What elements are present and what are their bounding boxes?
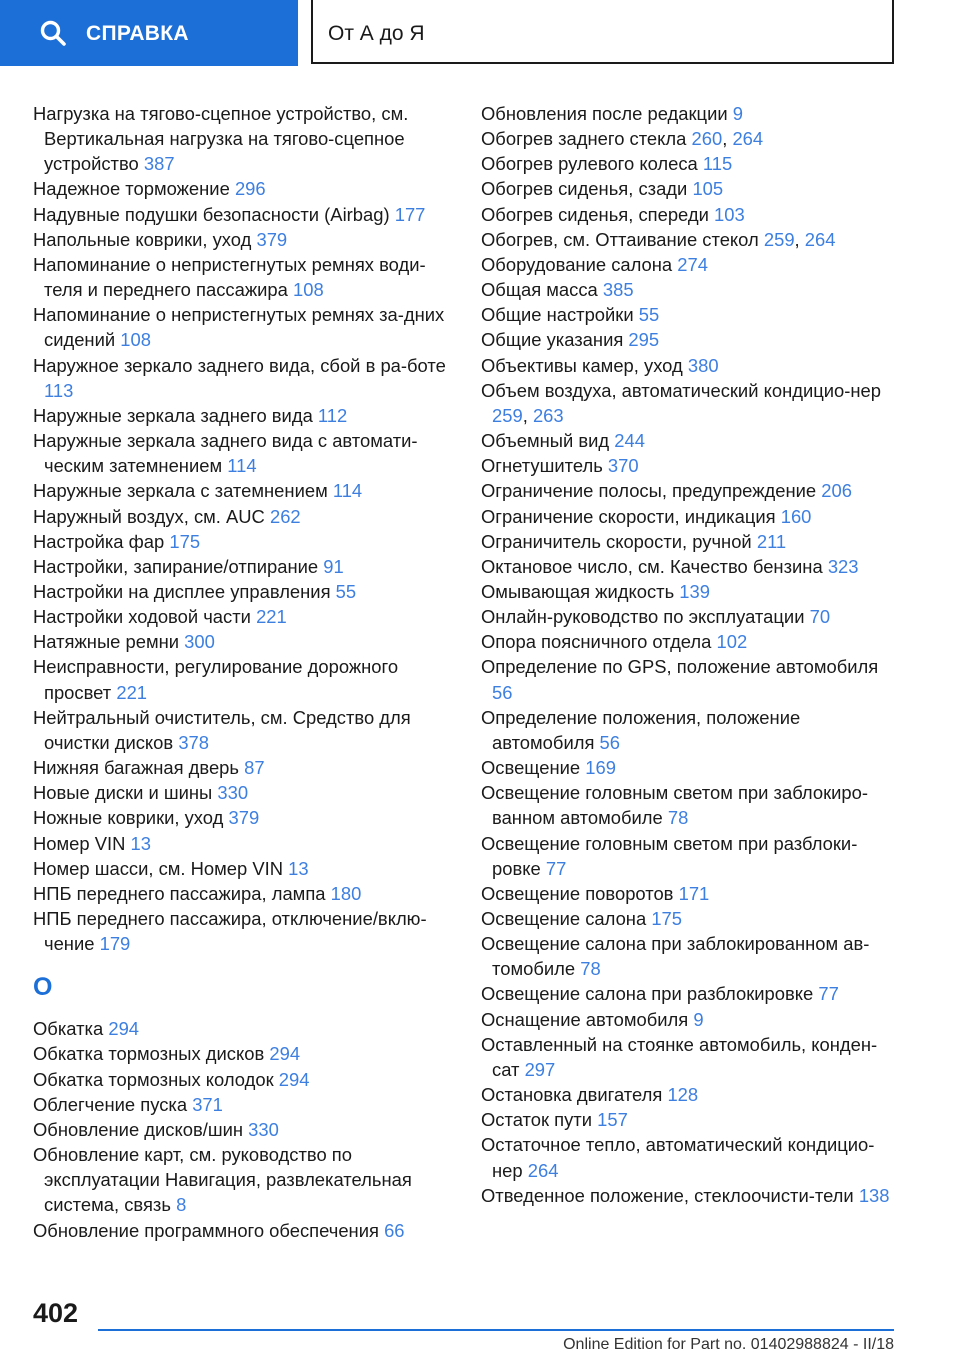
index-entry-text: НПБ переднего пассажира, отключение/вклю-чение <box>33 908 427 955</box>
page-reference-link[interactable]: 103 <box>714 203 745 225</box>
page-reference-link[interactable]: 370 <box>607 455 639 477</box>
index-entry <box>33 579 453 604</box>
page-reference-link[interactable]: 330 <box>217 782 249 804</box>
page-reference-link[interactable]: 297 <box>524 1058 556 1080</box>
index-entry-text: Объективы камер, уход <box>481 354 683 376</box>
page-reference-link[interactable]: 274 <box>677 253 708 275</box>
page-reference-link[interactable]: 262 <box>269 505 301 527</box>
index-entry <box>33 629 453 654</box>
index-entry-text: Обкатка тормозных дисков <box>33 1043 265 1065</box>
index-entry <box>481 654 901 704</box>
page-reference-link[interactable]: 371 <box>192 1093 223 1115</box>
page-reference-link[interactable]: 55 <box>638 304 660 326</box>
index-entry-text: Настройки, запирание/отпирание <box>33 555 319 577</box>
index-entry-text: Общие настройки <box>481 304 634 326</box>
page-reference-link[interactable]: 175 <box>169 530 201 552</box>
index-entry-text: Объемный вид <box>481 430 610 452</box>
index-entry-text: Обновление дисков/шин <box>33 1118 244 1140</box>
index-entry-text: Обновления после редакции <box>481 103 728 124</box>
index-entry <box>481 755 901 780</box>
index-entry-text: Освещение головным светом при заблокиро-ванном автомобиле <box>481 782 868 829</box>
page-reference-link[interactable]: 128 <box>667 1084 699 1106</box>
index-entry <box>33 101 453 176</box>
index-entry <box>481 1032 901 1082</box>
index-entry-text: Нейтральный очиститель, см. Средство для очистки дисков <box>33 706 411 753</box>
index-entry-text: Наружные зеркала заднего вида <box>33 404 313 426</box>
page-reference-link[interactable]: 56 <box>599 731 620 753</box>
page-reference-link[interactable]: 160 <box>780 505 812 527</box>
index-entry <box>33 353 453 403</box>
index-entry-text: Ножные коврики, уход <box>33 807 224 829</box>
index-entry-text: Ограничение полосы, предупреждение <box>481 480 817 502</box>
index-entry <box>481 604 901 629</box>
section-letter: О <box>33 973 53 1002</box>
page-reference-link[interactable]: 115 <box>702 153 733 175</box>
page-reference-link[interactable]: 206 <box>821 480 852 502</box>
index-entry <box>481 277 901 302</box>
page-reference-link[interactable]: 294 <box>269 1043 301 1065</box>
page-reference-link[interactable]: 379 <box>228 807 260 829</box>
index-entry <box>481 126 901 151</box>
index-entry-text: Остановка двигателя <box>481 1084 663 1106</box>
index-entry-text: Освещение салона при разблокировке <box>481 983 814 1005</box>
page-reference-link[interactable]: 260 <box>691 128 723 150</box>
a-to-z-tab[interactable] <box>311 0 894 64</box>
page-reference-link[interactable]: 300 <box>184 631 215 653</box>
index-entry <box>481 252 901 277</box>
index-entry <box>33 1142 453 1217</box>
index-entry-text: Надувные подушки безопасности (Airbag) <box>33 203 390 225</box>
page-reference-link[interactable]: 264 <box>732 128 764 150</box>
page-reference-link[interactable]: 263 <box>532 404 564 426</box>
page-reference-link[interactable]: 296 <box>234 178 266 200</box>
index-entry-text: Оснащение автомобиля <box>481 1008 689 1030</box>
index-entry <box>481 428 901 453</box>
index-entry-text: Объем воздуха, автоматический кондицио-нер <box>481 379 881 401</box>
page-reference-link[interactable]: 221 <box>116 681 148 703</box>
index-entry <box>33 755 453 780</box>
index-entry-text: Напоминание о непристегнутых ремнях води-теля и переднего пассажира <box>33 253 426 301</box>
index-entry-text: Освещение поворотов <box>481 882 674 904</box>
page-reference-link[interactable]: 221 <box>256 606 287 628</box>
page-reference-link[interactable]: 294 <box>278 1068 310 1090</box>
index-entry <box>481 881 901 906</box>
index-column-left <box>33 101 453 1243</box>
index-entry-text: Наружное зеркало заднего вида, сбой в ра-боте <box>33 354 446 376</box>
index-entry-text: Оборудование салона <box>481 253 673 275</box>
index-entry <box>33 202 453 227</box>
index-entry-text: Нижняя багажная дверь <box>33 757 239 779</box>
index-entry-text: Наружный воздух, см. AUC <box>33 505 265 527</box>
index-entry-text: Освещение <box>481 757 581 779</box>
index-entry-text: Обкатка <box>33 1018 104 1040</box>
index-entry <box>33 1117 453 1142</box>
index-entry-text: Обогрев сиденья, сзади <box>481 178 688 200</box>
index-entry <box>33 1067 453 1092</box>
page-reference-link[interactable]: 264 <box>527 1159 559 1181</box>
index-entry <box>33 780 453 805</box>
index-entry-text: Отведенное положение, стеклоочисти-тели <box>481 1184 854 1206</box>
page-reference-link[interactable]: 385 <box>602 279 634 301</box>
index-entry-text: Нагрузка на тягово-сцепное устройство, см. Вертикальная нагрузка на тягово-сцепное устройство <box>33 103 409 175</box>
index-entry <box>33 1092 453 1117</box>
page-reference-link[interactable]: 378 <box>178 731 209 753</box>
index-entry-text: Ограничитель скорости, ручной <box>481 530 752 552</box>
page-reference-link[interactable]: 330 <box>248 1118 279 1140</box>
page-reference-link[interactable]: 177 <box>394 203 426 225</box>
index-entry <box>481 1007 901 1032</box>
index-entry <box>481 353 901 378</box>
index-entry-text: Надежное торможение <box>33 178 230 200</box>
footer-divider <box>98 1329 894 1331</box>
a-to-z-tab-label: От А до Я <box>328 22 425 45</box>
index-entry-text: Октановое число, см. Качество бензина <box>481 555 823 577</box>
index-entry-text: Обогрев заднего стекла <box>481 128 687 150</box>
page-reference-link[interactable]: 13 <box>130 832 151 854</box>
index-entry <box>33 1016 453 1041</box>
page-reference-link[interactable]: 138 <box>858 1184 890 1206</box>
index-entry-text: Обогрев, см. Оттаивание стекол <box>481 228 759 250</box>
index-entry <box>481 931 901 981</box>
page-reference-link[interactable]: 113 <box>44 379 74 401</box>
page-reference-link[interactable]: 102 <box>716 631 748 653</box>
page-reference-link[interactable]: 9 <box>732 103 743 124</box>
help-tab[interactable] <box>0 0 298 66</box>
index-entry <box>33 504 453 529</box>
index-entry-text: Общая масса <box>481 279 598 301</box>
index-entry-text: Обновление программного обеспечения <box>33 1219 379 1241</box>
index-entry <box>481 302 901 327</box>
index-entry-text: Освещение салона <box>481 908 647 929</box>
header <box>0 0 960 66</box>
index-entry-text: Облегчение пуска <box>33 1093 188 1115</box>
index-entry <box>33 302 453 352</box>
index-entry <box>481 453 901 478</box>
page-reference-link[interactable]: 87 <box>244 757 265 779</box>
index-entry-text: Наружные зеркала заднего вида с автомати-ческим затемнением <box>33 430 418 477</box>
index-entry <box>481 780 901 830</box>
index-list-o <box>33 1016 453 1242</box>
index-entry <box>33 705 453 755</box>
index-entry-text: Определение положения, положение автомобиля <box>481 706 801 753</box>
page-separator: , <box>794 228 800 250</box>
index-entry-text: Настройки на дисплее управления <box>33 580 331 602</box>
index-entry <box>481 327 901 352</box>
index-entry <box>33 881 453 906</box>
help-tab-label: СПРАВКА <box>86 22 189 45</box>
index-entry-text: Натяжные ремни <box>33 631 180 653</box>
page-reference-link[interactable]: 70 <box>809 606 831 628</box>
index-entry <box>481 579 901 604</box>
index-entry <box>481 1107 901 1132</box>
page-reference-link[interactable]: 56 <box>492 681 513 703</box>
index-entry-text: Напоминание о непристегнутых ремнях за-дних сидений <box>33 304 445 351</box>
index-entry-text: НПБ переднего пассажира, лампа <box>33 882 326 904</box>
page-reference-link[interactable]: 114 <box>227 455 257 477</box>
index-entry-text: Общие указания <box>481 329 624 351</box>
index-entry <box>33 654 453 704</box>
index-entry <box>33 403 453 428</box>
index-entry <box>33 856 453 881</box>
index-entry <box>33 252 453 302</box>
page-reference-link[interactable]: 139 <box>679 580 710 602</box>
page-reference-link[interactable]: 77 <box>818 983 839 1005</box>
page-separator: , <box>722 128 728 150</box>
index-entry-text: Номер VIN <box>33 832 126 854</box>
index-list-n <box>33 101 453 956</box>
page-reference-link[interactable]: 114 <box>332 480 363 502</box>
index-entry <box>481 202 901 227</box>
page-reference-link[interactable]: 78 <box>667 807 689 829</box>
index-list-o-continued <box>481 101 901 1208</box>
page-reference-link[interactable]: 387 <box>143 153 175 175</box>
page-reference-link[interactable]: 259 <box>763 228 795 250</box>
index-entry <box>33 805 453 830</box>
index-entry <box>33 529 453 554</box>
index-entry <box>481 981 901 1006</box>
index-entry-text: Обкатка тормозных колодок <box>33 1068 274 1090</box>
page-reference-link[interactable]: 264 <box>804 228 836 250</box>
index-entry-text: Неисправности, регулирование дорожного просвет <box>33 656 399 703</box>
index-entry-text: Обновление карт, см. руководство по эксплуатации Навигация, развлекательная система, связь <box>33 1144 412 1216</box>
page-reference-link[interactable]: 108 <box>120 329 151 351</box>
index-entry <box>33 554 453 579</box>
index-entry <box>481 906 901 931</box>
index-entry <box>33 478 453 503</box>
page-reference-link[interactable]: 179 <box>99 933 131 955</box>
page-reference-link[interactable]: 169 <box>585 757 616 779</box>
index-entry <box>33 428 453 478</box>
page-reference-link[interactable]: 244 <box>614 430 645 452</box>
page-reference-link[interactable]: 295 <box>628 329 660 351</box>
search-icon <box>40 20 66 46</box>
index-entry-text: Наружные зеркала с затемнением <box>33 480 328 502</box>
index-entry-text: Обогрев рулевого колеса <box>481 153 698 175</box>
page-reference-link[interactable]: 105 <box>692 178 724 200</box>
index-entry-text: Освещение головным светом при разблоки-ровке <box>481 832 858 879</box>
page-reference-link[interactable]: 259 <box>492 404 523 426</box>
footer-edition: Online Edition for Part no. 01402988824 - II/18 <box>563 1336 894 1353</box>
index-entry-text: Ограничение скорости, индикация <box>481 505 776 527</box>
index-entry <box>481 1132 901 1182</box>
page-number: 402 <box>33 1298 79 1328</box>
page-reference-link[interactable]: 180 <box>330 882 362 904</box>
index-entry <box>33 1041 453 1066</box>
index-entry <box>481 705 901 755</box>
index-entry <box>481 101 901 126</box>
index-entry-text: Настройки ходовой части <box>33 606 251 628</box>
page-reference-link[interactable]: 66 <box>384 1219 405 1241</box>
index-entry <box>481 1183 901 1208</box>
index-column-right <box>481 101 901 1208</box>
index-entry <box>481 554 901 579</box>
page-separator: , <box>522 404 528 426</box>
index-entry-text: Освещение салона при заблокированном ав-томобиле <box>481 933 870 980</box>
page-reference-link[interactable]: 112 <box>317 404 348 426</box>
page-reference-link[interactable]: 13 <box>288 857 309 879</box>
page-reference-link[interactable]: 380 <box>687 354 719 376</box>
index-entry-text: Оставленный на стоянке автомобиль, конден-сат <box>481 1033 878 1080</box>
page-reference-link[interactable]: 78 <box>580 958 601 980</box>
index-entry <box>481 1082 901 1107</box>
index-entry <box>481 227 901 252</box>
index-entry <box>33 176 453 201</box>
index-entry <box>33 1218 453 1243</box>
index-entry <box>33 906 453 956</box>
index-entry <box>481 504 901 529</box>
page-reference-link[interactable]: 55 <box>335 580 357 602</box>
index-entry <box>481 176 901 201</box>
index-entry-text: Определение по GPS, положение автомобиля <box>481 656 879 678</box>
index-entry <box>481 831 901 881</box>
page-reference-link[interactable]: 9 <box>693 1008 704 1030</box>
page-reference-link[interactable]: 77 <box>545 857 567 879</box>
index-entry <box>481 529 901 554</box>
index-entry-text: Остаток пути <box>481 1109 592 1131</box>
index-entry <box>33 831 453 856</box>
page-reference-link[interactable]: 323 <box>827 555 859 577</box>
page-reference-link[interactable]: 108 <box>292 279 324 301</box>
page-reference-link[interactable]: 294 <box>108 1018 140 1040</box>
index-entry <box>481 378 901 428</box>
page-reference-link[interactable]: 171 <box>678 882 710 904</box>
page-reference-link[interactable]: 91 <box>323 555 344 577</box>
page-reference-link[interactable]: 157 <box>597 1109 628 1131</box>
index-entry-text: Номер шасси, см. Номер VIN <box>33 857 284 879</box>
index-entry <box>481 629 901 654</box>
index-entry <box>33 604 453 629</box>
page-reference-link[interactable]: 8 <box>176 1194 187 1216</box>
index-entry-text: Настройка фар <box>33 530 165 552</box>
index-entry-text: Огнетушитель <box>481 455 603 477</box>
index-entry <box>33 227 453 252</box>
page-reference-link[interactable]: 175 <box>651 908 682 929</box>
page-reference-link[interactable]: 211 <box>756 530 787 552</box>
index-entry-text: Онлайн-руководство по эксплуатации <box>481 606 805 628</box>
index-entry-text: Новые диски и шины <box>33 782 213 804</box>
index-entry-text: Остаточное тепло, автоматический кондицио-нер <box>481 1134 875 1181</box>
index-entry <box>481 151 901 176</box>
index-entry <box>481 478 901 503</box>
page-reference-link[interactable]: 379 <box>256 228 288 250</box>
index-entry-text: Опора поясничного отдела <box>481 631 712 653</box>
index-entry-text: Обогрев сиденья, спереди <box>481 203 709 225</box>
index-entry-text: Напольные коврики, уход <box>33 228 252 250</box>
index-entry-text: Омывающая жидкость <box>481 580 675 602</box>
